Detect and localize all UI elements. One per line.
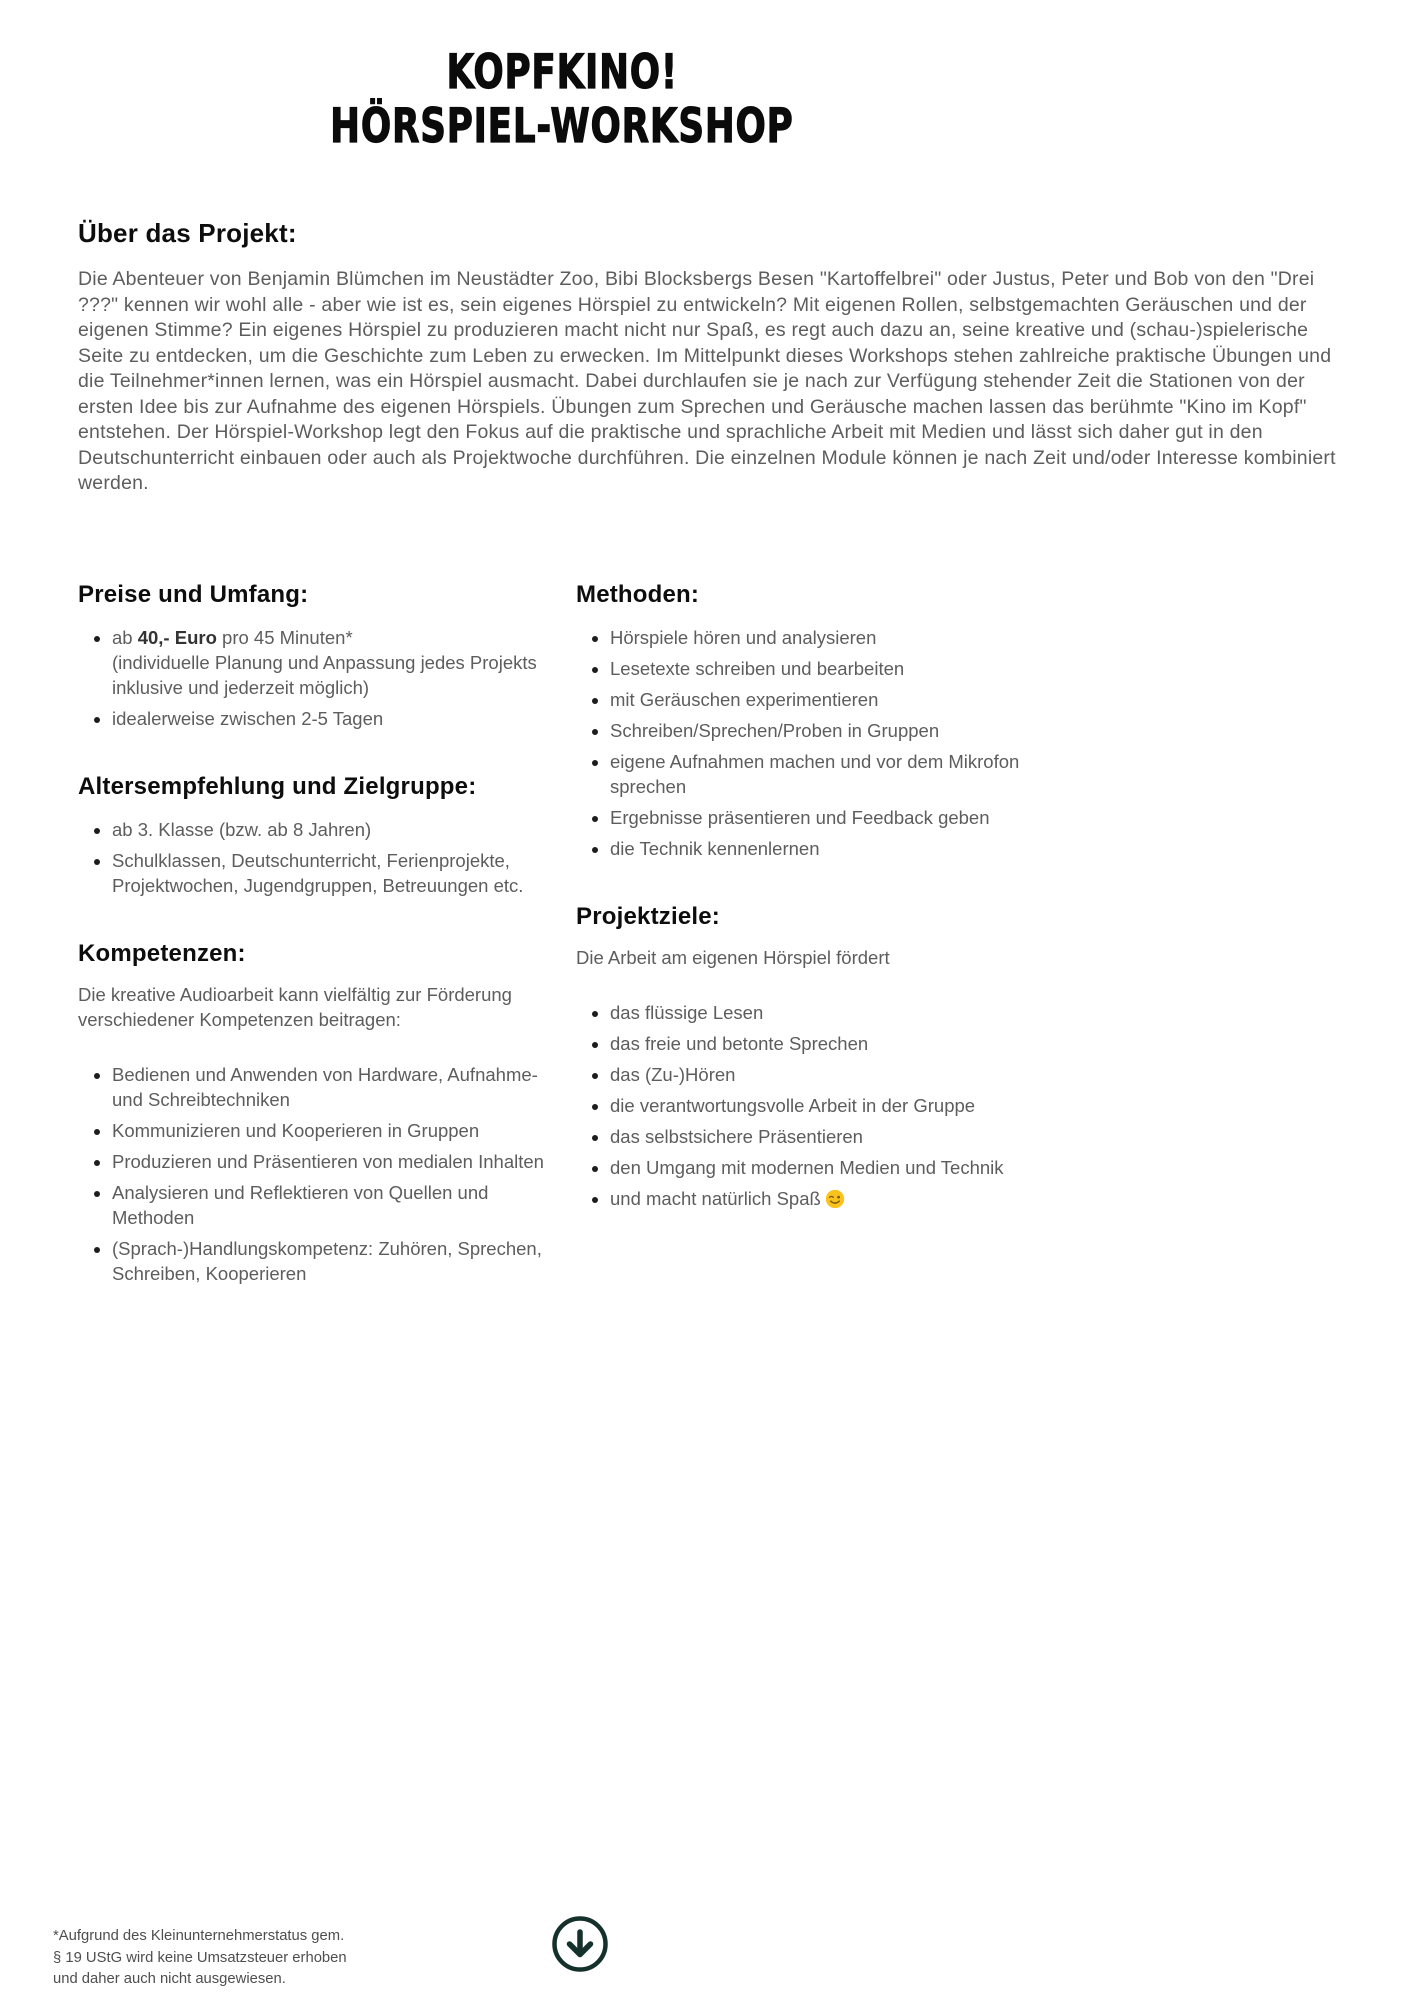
pricing-item-prefix: ab xyxy=(112,626,138,648)
goals-list xyxy=(576,1000,1056,1211)
content-columns xyxy=(78,581,1336,1292)
competencies-intro: Die kreative Audioarbeit kann vielfältig zur Förderung verschiedener Kompetenzen beitragen: xyxy=(78,983,512,1030)
pricing-list xyxy=(78,625,564,731)
section-methods xyxy=(576,581,1056,861)
section-pricing xyxy=(78,581,564,731)
list-item: • Analysieren und Reflektieren von Quellen und Methoden xyxy=(112,1180,564,1230)
list-item: • Bedienen und Anwenden von Hardware, Aufnahme- und Schreibtechniken xyxy=(112,1062,564,1112)
about-body: Die Abenteuer von Benjamin Blümchen im Neustädter Zoo, Bibi Blocksbergs Besen "Kartoffelbrei" oder Justus, Peter und Bob von den "Drei ???" kennen wir wohl alle - aber wie ist es, sein eigenes Hörspiel zu entwickeln? Mit eigenen Rollen, selbstgemachten Geräuschen und der eigenen Stimme? Ein eigenes Hörspiel zu produzieren macht nicht nur Spaß, es regt auch dazu an, seine kreative und (schau-)spielerische Seite zu entdecken, um die Geschichte zum Leben zu erwecken. Im Mittelpunkt dieses Workshops stehen zahlreiche praktische Übungen und die Teilnehmer*innen lernen, was ein Hörspiel ausmacht. Dabei durchlaufen sie je nach zur Verfügung stehender Zeit die Stationen von der ersten Idee bis zur Aufnahme des eigenen Hörspiels. Übungen zum Sprechen und Geräusche machen lassen das berühmte "Kino im Kopf" entstehen. Der Hörspiel-Workshop legt den Fokus auf die praktische und sprachliche Arbeit mit Medien und lässt sich daher gut in den Deutschunterricht einbauen oder auch als Projektwoche durchführen. Die einzelnen Module können je nach Zeit und/oder Interesse kombiniert werden. xyxy=(78,268,1336,494)
list-item: • Kommunizieren und Kooperieren in Gruppen xyxy=(112,1118,564,1143)
list-item: • Hörspiele hören und analysieren xyxy=(610,625,1056,650)
methods-list xyxy=(576,625,1056,861)
goals-intro: Die Arbeit am eigenen Hörspiel fördert xyxy=(576,946,890,968)
footnote-line: § 19 UStG wird keine Umsatzsteuer erhoben xyxy=(53,1949,347,1966)
list-item: • das (Zu-)Hören xyxy=(610,1062,1056,1087)
title-line-1-text: KOPFKINO! xyxy=(446,45,678,100)
list-item: • die verantwortungsvolle Arbeit in der Gruppe xyxy=(610,1093,1056,1118)
list-item: • die Technik kennenlernen xyxy=(610,836,1056,861)
section-audience xyxy=(78,773,564,898)
pricing-heading: Preise und Umfang: xyxy=(78,580,309,608)
list-item: • eigene Aufnahmen machen und vor dem Mikrofon sprechen xyxy=(610,749,1056,799)
list-item: • das freie und betonte Sprechen xyxy=(610,1031,1056,1056)
list-item: • Schulklassen, Deutschunterricht, Ferienprojekte, Projektwochen, Jugendgruppen, Betreuungen etc. xyxy=(112,848,564,898)
section-competencies xyxy=(78,940,564,1286)
content-area xyxy=(0,218,1414,1292)
audience-list xyxy=(78,817,564,898)
title-line-1 xyxy=(0,46,1124,100)
pricing-item-bold: 40,- Euro xyxy=(137,626,217,648)
list-item: • Ergebnisse präsentieren und Feedback geben xyxy=(610,805,1056,830)
list-item: • ab 3. Klasse (bzw. ab 8 Jahren) xyxy=(112,817,564,842)
title-line-2-text: HÖRSPIEL-WORKSHOP xyxy=(330,99,794,154)
tax-footnote xyxy=(53,1926,347,1991)
footnote-line: und daher auch nicht ausgewiesen. xyxy=(53,1971,286,1987)
list-item: • das flüssige Lesen xyxy=(610,1000,1056,1025)
list-item: • Lesetexte schreiben und bearbeiten xyxy=(610,656,1056,681)
list-item xyxy=(610,1186,1056,1211)
title-line-2 xyxy=(0,100,1124,154)
section-about xyxy=(78,218,1336,497)
goal-text: und macht natürlich Spaß xyxy=(610,1187,821,1209)
footnote-line: *Aufgrund des Kleinunternehmerstatus gem. xyxy=(53,1928,345,1944)
list-item: • das selbstsichere Präsentieren xyxy=(610,1124,1056,1149)
down-arrow-icon xyxy=(551,1915,609,1973)
list-item: • den Umgang mit modernen Medien und Technik xyxy=(610,1155,1056,1180)
methods-heading: Methoden: xyxy=(576,580,700,608)
pricing-item-note: (individuelle Planung und Anpassung jedes Projekts inklusive und jederzeit möglich) xyxy=(112,651,537,698)
audience-heading: Altersempfehlung und Zielgruppe: xyxy=(78,772,477,800)
list-item: • Schreiben/Sprechen/Proben in Gruppen xyxy=(610,718,1056,743)
list-item: • (Sprach-)Handlungskompetenz: Zuhören, Sprechen, Schreiben, Kooperieren xyxy=(112,1236,564,1286)
list-item: • mit Geräuschen experimentieren xyxy=(610,687,1056,712)
list-item xyxy=(112,625,564,700)
wink-emoji-icon xyxy=(825,1189,845,1209)
goals-heading: Projektziele: xyxy=(576,902,720,930)
flyer-title xyxy=(0,0,1124,154)
list-item: • idealerweise zwischen 2-5 Tagen xyxy=(112,706,564,731)
competencies-list xyxy=(78,1062,564,1286)
right-column xyxy=(576,581,1056,1217)
left-column xyxy=(78,581,564,1292)
competencies-heading: Kompetenzen: xyxy=(78,939,246,967)
about-heading: Über das Projekt: xyxy=(78,218,297,248)
list-item: • Produzieren und Präsentieren von medialen Inhalten xyxy=(112,1149,564,1174)
pricing-item-suffix: pro 45 Minuten* xyxy=(216,626,353,648)
section-goals xyxy=(576,903,1056,1211)
